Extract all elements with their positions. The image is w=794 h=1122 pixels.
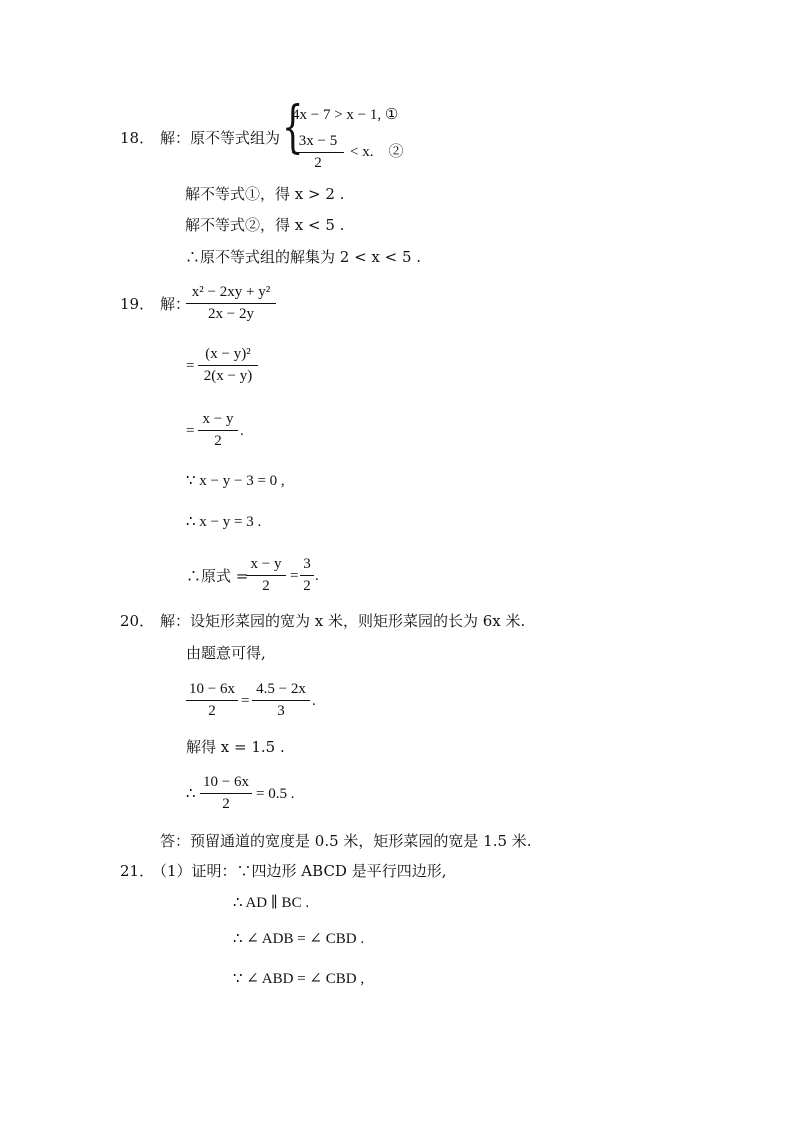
fraction-bar — [292, 152, 344, 153]
fraction-numerator: 10 − 6x — [189, 681, 235, 697]
fraction-numerator: 3 — [303, 556, 311, 572]
fraction-bar — [200, 793, 252, 794]
q21-number: 21． — [120, 862, 155, 880]
fraction-bar — [246, 575, 286, 576]
q20-equation-left — [186, 682, 238, 719]
q20-answer-prefix: ∴ — [186, 786, 196, 802]
q18-step-1: 解不等式①，得 x > 2 . — [185, 185, 345, 203]
q19-fraction-3 — [198, 412, 238, 449]
fraction-numerator: 10 − 6x — [203, 774, 249, 790]
fraction-denominator: 2(x − y) — [203, 368, 253, 384]
q20-solve: 解得 x = 1.5 . — [186, 738, 285, 756]
fraction-denominator: 3 — [277, 703, 285, 719]
q19-final-fraction — [246, 557, 286, 594]
q19-fraction-2 — [198, 347, 258, 384]
q18-step-2: 解不等式②，得 x < 5 . — [185, 216, 345, 234]
q20-final-answer: 答：预留通道的宽度是 0.5 米，矩形菜园的宽是 1.5 米. — [160, 832, 532, 850]
brace-icon: { — [282, 95, 304, 160]
fraction-numerator: x − y — [250, 556, 282, 572]
q18-inequality-2-fraction — [292, 134, 344, 171]
q19-final-tail: . — [315, 568, 319, 584]
fraction-bar — [198, 365, 258, 366]
fraction-numerator: 3x − 5 — [298, 133, 338, 149]
fraction-denominator: 2 — [262, 578, 270, 594]
q21-line-1: ∴ AD ∥ BC . — [233, 895, 310, 911]
q21-line-3: ∵ ∠ ABD = ∠ CBD , — [233, 971, 365, 987]
fraction-numerator: x − y — [202, 411, 234, 427]
q20-equation-equals: = — [241, 693, 250, 709]
fraction-denominator: 2 — [314, 155, 322, 171]
fraction-denominator: 2 — [222, 796, 230, 812]
fraction-bar — [252, 700, 310, 701]
fraction-denominator: 2 — [208, 703, 216, 719]
q20-equation-right — [252, 682, 310, 719]
q19-because: ∵ x − y − 3 = 0 , — [186, 473, 285, 489]
fraction-denominator: 2x − 2y — [208, 306, 254, 322]
q20-equation-tail: . — [312, 693, 316, 709]
q21-line-2: ∴ ∠ ADB = ∠ CBD . — [233, 931, 365, 947]
q20-given: 由题意可得, — [186, 644, 266, 662]
q18-number: 18． — [120, 129, 155, 147]
fraction-bar — [300, 575, 314, 576]
q18-step-3: ∴原不等式组的解集为 2 < x < 5 . — [185, 248, 422, 266]
q20-answer-tail: = 0.5 . — [256, 786, 295, 802]
q19-fraction-1 — [186, 285, 276, 322]
fraction-numerator: 4.5 − 2x — [256, 681, 306, 697]
fraction-denominator: 2 — [214, 433, 222, 449]
q20-intro: 解：设矩形菜园的宽为 x 米，则矩形菜园的长为 6x 米. — [160, 612, 526, 630]
q19-label: 解： — [160, 295, 191, 313]
fraction-numerator: (x − y)² — [205, 346, 251, 362]
q19-equals-1: = — [186, 358, 195, 374]
q18-label: 解：原不等式组为 — [160, 129, 281, 147]
q19-final-equals: = — [290, 568, 299, 584]
q18-inequality-1: 4x − 7 > x − 1, ① — [292, 107, 399, 123]
q19-fraction-3-tail: . — [240, 423, 244, 439]
fraction-bar — [186, 303, 276, 304]
q19-final-prefix: ∴原式 = — [186, 567, 249, 585]
q21-part-1: （1）证明：∵四边形 ABCD 是平行四边形, — [152, 862, 447, 880]
q18-inequality-2-rest: < x. ② — [350, 144, 404, 160]
fraction-bar — [198, 430, 238, 431]
q19-final-result — [300, 557, 314, 594]
q19-number: 19． — [120, 295, 155, 313]
q19-equals-2: = — [186, 423, 195, 439]
fraction-denominator: 2 — [303, 578, 311, 594]
q20-number: 20． — [120, 612, 155, 630]
q19-therefore: ∴ x − y = 3 . — [186, 514, 262, 530]
fraction-bar — [186, 700, 238, 701]
q20-answer-fraction — [200, 775, 252, 812]
fraction-numerator: x² − 2xy + y² — [191, 284, 271, 300]
